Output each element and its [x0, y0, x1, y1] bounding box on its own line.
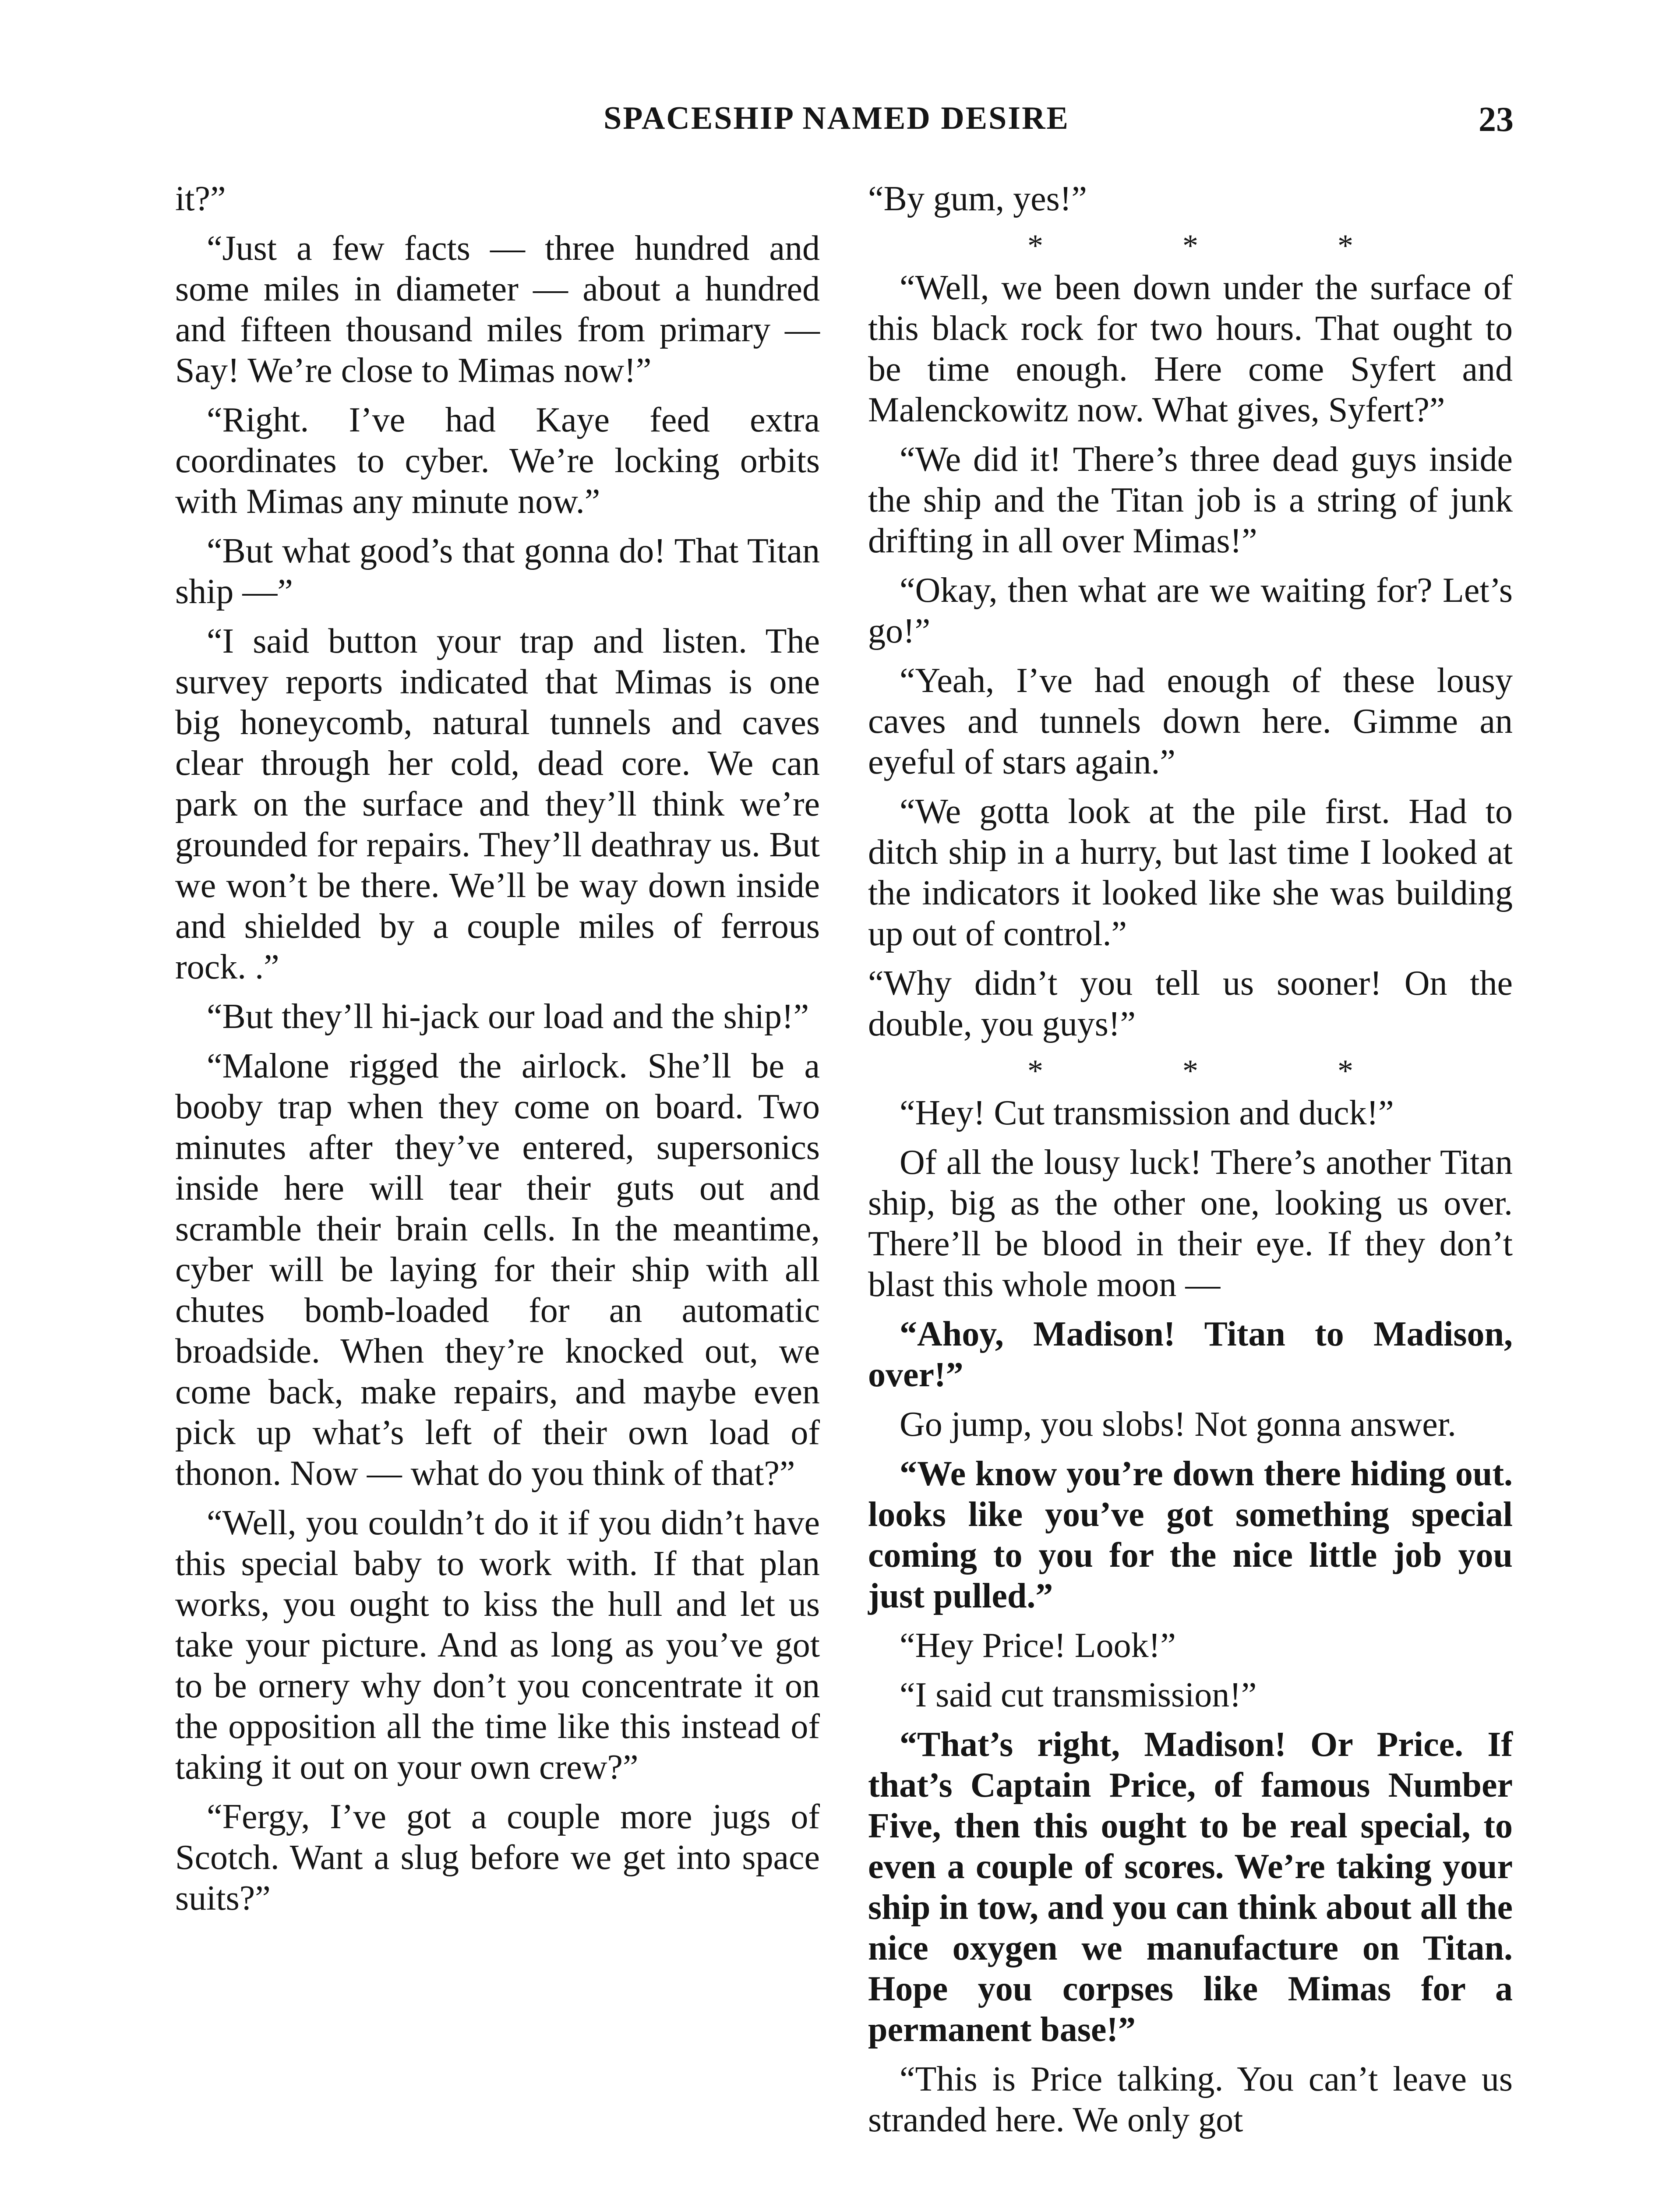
paragraph: “We did it! There’s three dead guys inside the ship and the Titan job is a string of junk drifting in all over Mimas!”: [868, 440, 1513, 560]
paragraph: “But they’ll hi-jack our load and the ship!”: [207, 997, 809, 1036]
paragraph: “Okay, then what are we waiting for? Let’s go!”: [868, 571, 1513, 650]
paragraph: “Well, we been down under the surface of this black rock for two hours. That ought to be time enough. Here come Syfert and Malenckowitz now. What gives, Syfert?”: [868, 268, 1513, 429]
paragraph: “We gotta look at the pile first. Had to ditch ship in a hurry, but last time I looked at the indicators it looked like she was building up out of control.”: [868, 792, 1513, 953]
paragraph: “We know you’re down there hiding out. looks like you’ve got something special coming to you for the nice little job you just pulled.”: [868, 1455, 1513, 1615]
paragraph: Of all the lousy luck! There’s another Titan ship, big as the other one, looking us over. There’ll be blood in their eye. If they don’t blast this whole moon —: [868, 1143, 1513, 1304]
text-column-right: [868, 179, 1513, 2149]
paragraph: “By gum, yes!”: [868, 180, 1087, 218]
paragraph: it?”: [175, 180, 226, 218]
paragraph: “Well, you couldn’t do it if you didn’t have this special baby to work with. If that plan works, you ought to kiss the hull and let us take your picture. And as long as you’ve got to be ornery why don’t you concentrate it on the opposition all the time like this instead of taking it out on your own crew?”: [175, 1504, 820, 1787]
paragraph: “Hey Price! Look!”: [900, 1626, 1176, 1665]
paragraph: “Ahoy, Madison! Titan to Madison, over!”: [868, 1315, 1513, 1394]
paragraph: “I said button your trap and listen. The survey reports indicated that Mimas is one big honeycomb, natural tunnels and caves clear through her cold, dead core. We can park on the surface and they’ll think we’re grounded for repairs. They’ll deathray us. But we won’t be there. We’ll be way down inside and shielded by a couple miles of ferrous rock. .”: [175, 622, 820, 986]
paragraph: Go jump, you slobs! Not gonna answer.: [900, 1405, 1457, 1444]
paragraph: “But what good’s that gonna do! That Titan ship —”: [175, 532, 820, 611]
text-column-left: [175, 179, 820, 1928]
paragraph: “Yeah, I’ve had enough of these lousy caves and tunnels down here. Gimme an eyeful of stars again.”: [868, 661, 1513, 781]
paragraph: “Why didn’t you tell us sooner! On the double, you guys!”: [868, 964, 1513, 1043]
scene-break-separator: * * *: [1027, 228, 1419, 263]
paragraph: “Just a few facts — three hundred and some miles in diameter — about a hundred and fifteen thousand miles from primary — Say! We’re close to Mimas now!”: [175, 229, 820, 390]
paragraph: “Hey! Cut transmission and duck!”: [900, 1094, 1394, 1132]
paragraph: “Malone rigged the airlock. She’ll be a booby trap when they come on board. Two minutes after they’ve entered, supersonics inside here will tear their guts out and scramble their brain cells. In the meantime, cyber will be laying for their ship with all chutes bomb-loaded for an automatic broadside. When they’re knocked out, we come back, make repairs, and maybe even pick up what’s left of their own load of thonon. Now — what do you think of that?”: [175, 1047, 820, 1493]
scene-break-separator: * * *: [1027, 1053, 1419, 1088]
paragraph: “That’s right, Madison! Or Price. If that’s Captain Price, of famous Number Five, then this ought to be real special, to even a couple of scores. We’re taking your ship in tow, and you can think about all the nice oxygen we manufacture on Titan. Hope you corpses like Mimas for a permanent base!”: [868, 1725, 1513, 2049]
paragraph: “I said cut transmission!”: [900, 1676, 1257, 1714]
paragraph: “Right. I’ve had Kaye feed extra coordinates to cyber. We’re locking orbits with Mimas any minute now.”: [175, 401, 820, 521]
running-header-title: SPACESHIP NAMED DESIRE: [604, 100, 1069, 136]
paragraph: “Fergy, I’ve got a couple more jugs of Scotch. Want a slug before we get into space suits?”: [175, 1798, 820, 1918]
page-number: 23: [1479, 100, 1514, 139]
paragraph: “This is Price talking. You can’t leave us stranded here. We only got: [868, 2060, 1513, 2139]
